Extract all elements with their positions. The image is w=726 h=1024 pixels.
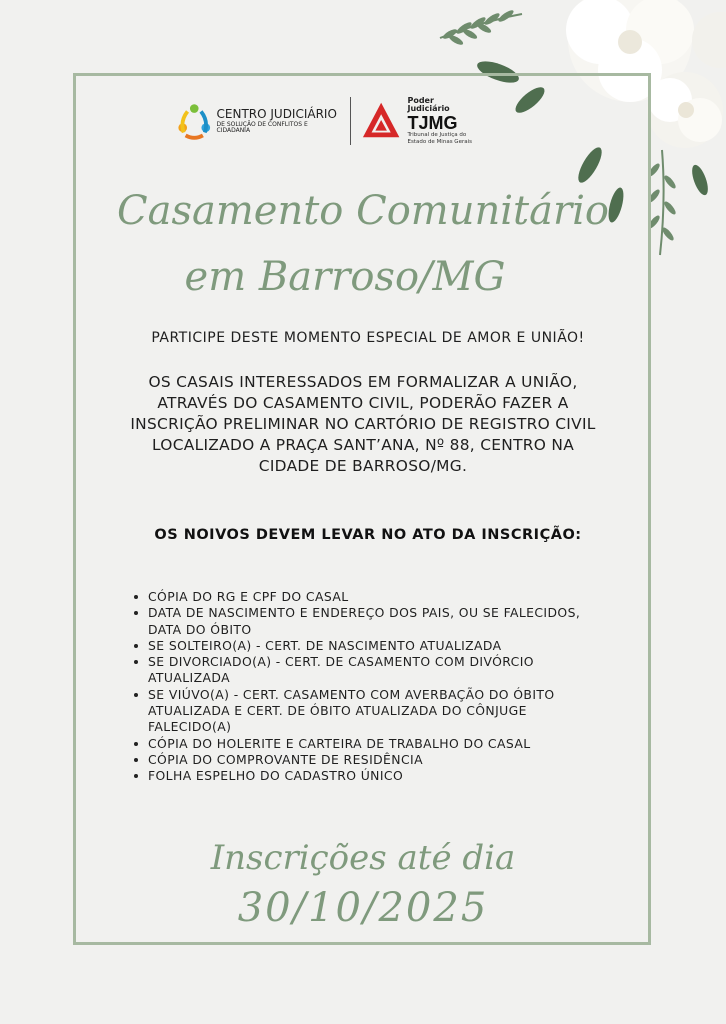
list-item-line: SE VIÚVO(A) - CERT. CASAMENTO COM AVERBAÇÃO DO ÓBITO bbox=[148, 686, 555, 702]
centro-judiciario-title: CENTRO JUDICIÁRIO bbox=[216, 107, 337, 121]
tjmg-logo bbox=[361, 97, 476, 145]
list-item bbox=[148, 768, 618, 784]
list-item-line: FALECIDO(A) bbox=[148, 719, 232, 735]
list-item bbox=[148, 589, 618, 605]
centro-judiciario-subtitle: DE SOLUÇÃO DE CONFLITOS E CIDADANIA bbox=[216, 121, 308, 134]
list-item-line: FOLHA ESPELHO DO CADASTRO ÚNICO bbox=[148, 768, 404, 784]
paragraph-line: CIDADE DE BARROSO/MG. bbox=[258, 457, 468, 475]
list-item bbox=[148, 654, 618, 687]
list-item bbox=[148, 687, 618, 736]
info-paragraph bbox=[90, 372, 636, 477]
list-item-line: DATA DE NASCIMENTO E ENDEREÇO DOS PAIS, OU SE FALECIDOS, bbox=[148, 605, 581, 621]
paragraph-line: ATRAVÉS DO CASAMENTO CIVIL, PODERÃO FAZER A bbox=[157, 394, 569, 412]
list-item-line: ATUALIZADA E CERT. DE ÓBITO ATUALIZADA DO CÔNJUGE bbox=[148, 703, 527, 719]
tjmg-triangle-icon bbox=[361, 100, 401, 142]
list-item bbox=[148, 736, 618, 752]
deadline-label: Inscrições até dia bbox=[210, 838, 516, 878]
paragraph-line: LOCALIZADO A PRAÇA SANT’ANA, Nº 88, CENTRO NA bbox=[151, 436, 575, 454]
logo-bar bbox=[176, 95, 476, 147]
list-item-line: ATUALIZADA bbox=[148, 670, 230, 686]
centro-judiciario-logo bbox=[176, 101, 338, 141]
list-item-line: CÓPIA DO RG E CPF DO CASAL bbox=[148, 589, 349, 604]
intro-text: PARTICIPE DESTE MOMENTO ESPECIAL DE AMOR E UNIÃO! bbox=[151, 330, 585, 346]
list-item-line: SE DIVORCIADO(A) - CERT. DE CASAMENTO COM DIVÓRCIO bbox=[148, 654, 534, 670]
requirements-heading: OS NOIVOS DEVEM LEVAR NO ATO DA INSCRIÇÃO: bbox=[154, 527, 582, 543]
paragraph-line: OS CASAIS INTERESSADOS EM FORMALIZAR A UNIÃO, bbox=[148, 373, 578, 391]
tjmg-pretitle: Poder Judiciário bbox=[407, 96, 450, 113]
list-item-line: CÓPIA DO COMPROVANTE DE RESIDÊNCIA bbox=[148, 751, 423, 767]
list-item-line: DATA DO ÓBITO bbox=[148, 621, 252, 637]
tjmg-name: TJMG bbox=[407, 113, 458, 133]
centro-judiciario-emblem-icon bbox=[176, 101, 213, 141]
tjmg-subtitle-1: Tribunal de Justiça do bbox=[407, 132, 467, 138]
paragraph-line: INSCRIÇÃO PRELIMINAR NO CARTÓRIO DE REGISTRO CIVIL bbox=[130, 415, 596, 433]
list-item-line: SE SOLTEIRO(A) - CERT. DE NASCIMENTO ATUALIZADA bbox=[148, 637, 502, 653]
deadline-date: 30/10/2025 bbox=[237, 885, 489, 931]
logo-separator bbox=[350, 97, 351, 145]
title-line-1: Casamento Comunitário bbox=[117, 188, 609, 234]
tjmg-subtitle-2: Estado de Minas Gerais bbox=[407, 138, 472, 145]
list-item bbox=[148, 605, 618, 638]
title-line-2: em Barroso/MG bbox=[184, 254, 506, 300]
list-item bbox=[148, 752, 618, 768]
list-item bbox=[148, 638, 618, 654]
list-item-line: CÓPIA DO HOLERITE E CARTEIRA DE TRABALHO DO CASAL bbox=[148, 735, 531, 751]
requirements-list bbox=[148, 589, 618, 785]
